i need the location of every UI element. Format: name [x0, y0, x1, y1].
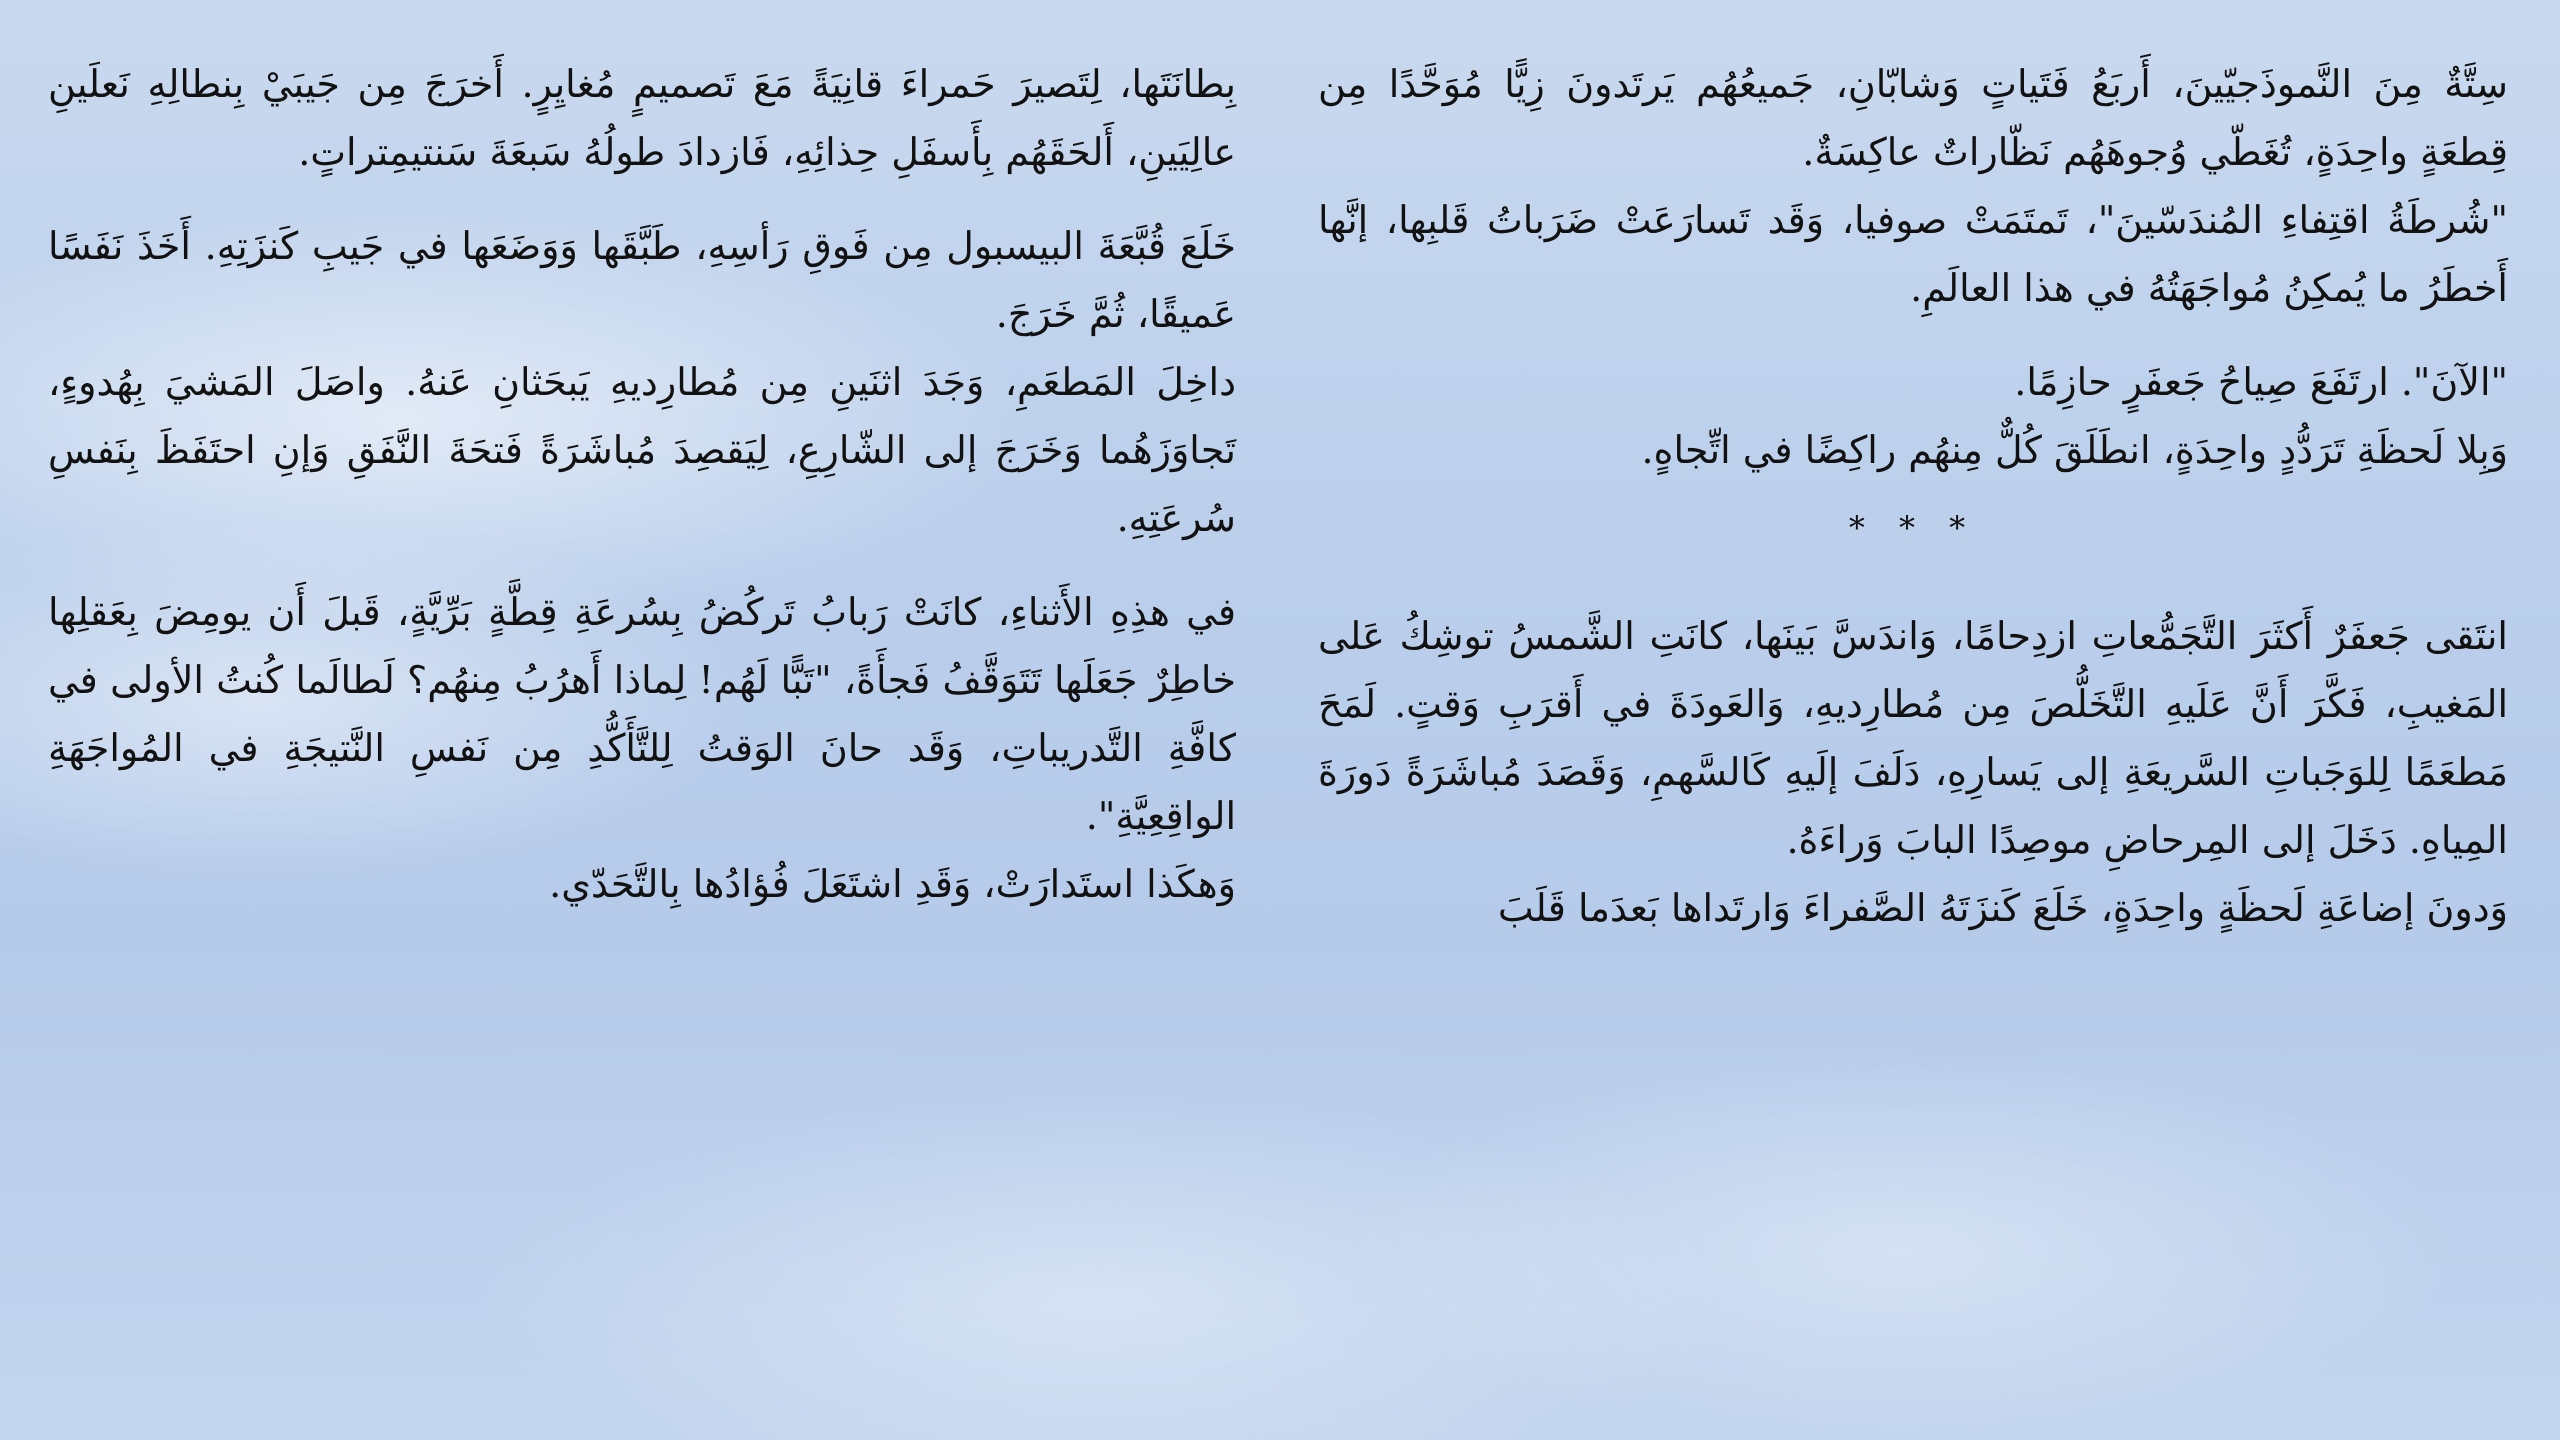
paragraph: وَبِلا لَحظَةِ تَرَدُّدٍ واحِدَةٍ، انطَلَقَ كُلٌّ مِنهُم راكِضًا في اتِّجاهٍ. [1641, 428, 2508, 472]
paragraph: في هذِهِ الأَثناءِ، كانَتْ رَبابُ تَركُضُ بِسُرعَةِ قِطَّةٍ بَرِّيَّةٍ، قَبلَ أَن يومِضَ بِعَقلِها خاطِرٌ جَعَلَها تَتَوَقَّفُ فَجأَةً، "تَبًّا لَهُم! لِماذا أَهرُبُ مِنهُم؟ لَطالَما كُنتُ الأولى في كافَّةِ التَّدريباتِ، وَقَد حانَ الوَقتُ لِلتَّأَكُّدِ مِن نَفسِ النَّتيجَةِ في المُواجَهَةِ الواقِعِيَّةِ". [48, 590, 1236, 838]
paragraph: "شُرطَةُ اقتِفاءِ المُندَسّينَ"، تَمتَمَتْ صوفيا، وَقَد تَسارَعَتْ ضَرَباتُ قَلبِها، إنَّها أَخطَرُ ما يُمكِنُ مُواجَهَتُهُ في هذا العالَمِ. [1318, 198, 2508, 310]
paragraph: داخِلَ المَطعَمِ، وَجَدَ اثنَينِ مِن مُطارِديهِ يَبحَثانِ عَنهُ. واصَلَ المَشيَ بِهُدوءٍ، تَجاوَزَهُما وَخَرَجَ إلى الشّارِعِ، لِيَقصِدَ مُباشَرَةً فَتحَةَ النَّفَقِ وَإنِ احتَفَظَ بِنَفسِ سُرعَتِهِ. [48, 360, 1236, 540]
paragraph: خَلَعَ قُبَّعَةَ البيسبول مِن فَوقِ رَأسِهِ، طَبَّقَها وَوَضَعَها في جَيبِ كَنزَتِهِ. أَخَذَ نَفَسًا عَميقًا، ثُمَّ خَرَجَ. [48, 224, 1236, 336]
right-text-column [1318, 50, 2508, 942]
paragraph: "الآنَ". ارتَفَعَ صِياحُ جَعفَرٍ حازِمًا. [2014, 360, 2508, 404]
paragraph: سِتَّةٌ مِنَ النَّموذَجيّينَ، أَربَعُ فَتَياتٍ وَشابّانِ، جَميعُهُم يَرتَدونَ زِيًّا مُوَحَّدًا مِن قِطعَةٍ واحِدَةٍ، تُغَطّي وُجوهَهُم نَظّاراتٌ عاكِسَةٌ. [1318, 62, 2508, 174]
paragraph-gap [1318, 322, 2508, 348]
paragraph: بِطانَتَها، لِتَصيرَ حَمراءَ قانِيَةً مَعَ تَصميمٍ مُغايِرٍ. أَخرَجَ مِن جَيبَيْ بِنطالِهِ نَعلَينِ عالِيَينِ، أَلحَقَهُم بِأَسفَلِ حِذائِهِ، فَازدادَ طولُهُ سَبعَةَ سَنتيمِتراتٍ. [48, 62, 1236, 174]
paragraph: انتَقى جَعفَرٌ أَكثَرَ التَّجَمُّعاتِ ازدِحامًا، وَاندَسَّ بَينَها، كانَتِ الشَّمسُ توشِكُ عَلى المَغيبِ، فَكَّرَ أَنَّ عَلَيهِ التَّخَلُّصَ مِن مُطارِديهِ، وَالعَودَةَ في أَقرَبِ وَقتٍ. لَمَحَ مَطعَمًا لِلوَجَباتِ السَّريعَةِ إلى يَسارِهِ، دَلَفَ إلَيهِ كَالسَّهمِ، وَقَصَدَ مُباشَرَةً دَورَةَ المِياهِ. دَخَلَ إلى المِرحاضِ موصِدًا البابَ وَراءَهُ. [1318, 614, 2508, 862]
paragraph: وَدونَ إضاعَةِ لَحظَةٍ واحِدَةٍ، خَلَعَ كَنزَتَهُ الصَّفراءَ وَارتَداها بَعدَما قَلَبَ [1497, 886, 2508, 930]
paragraph: وَهكَذا استَدارَتْ، وَقَدِ اشتَعَلَ فُؤادُها بِالتَّحَدّي. [549, 862, 1236, 906]
left-text-column [48, 50, 1236, 918]
section-separator: * * * [1848, 509, 1978, 547]
paragraph-gap [48, 552, 1236, 578]
paragraph-gap [48, 186, 1236, 212]
